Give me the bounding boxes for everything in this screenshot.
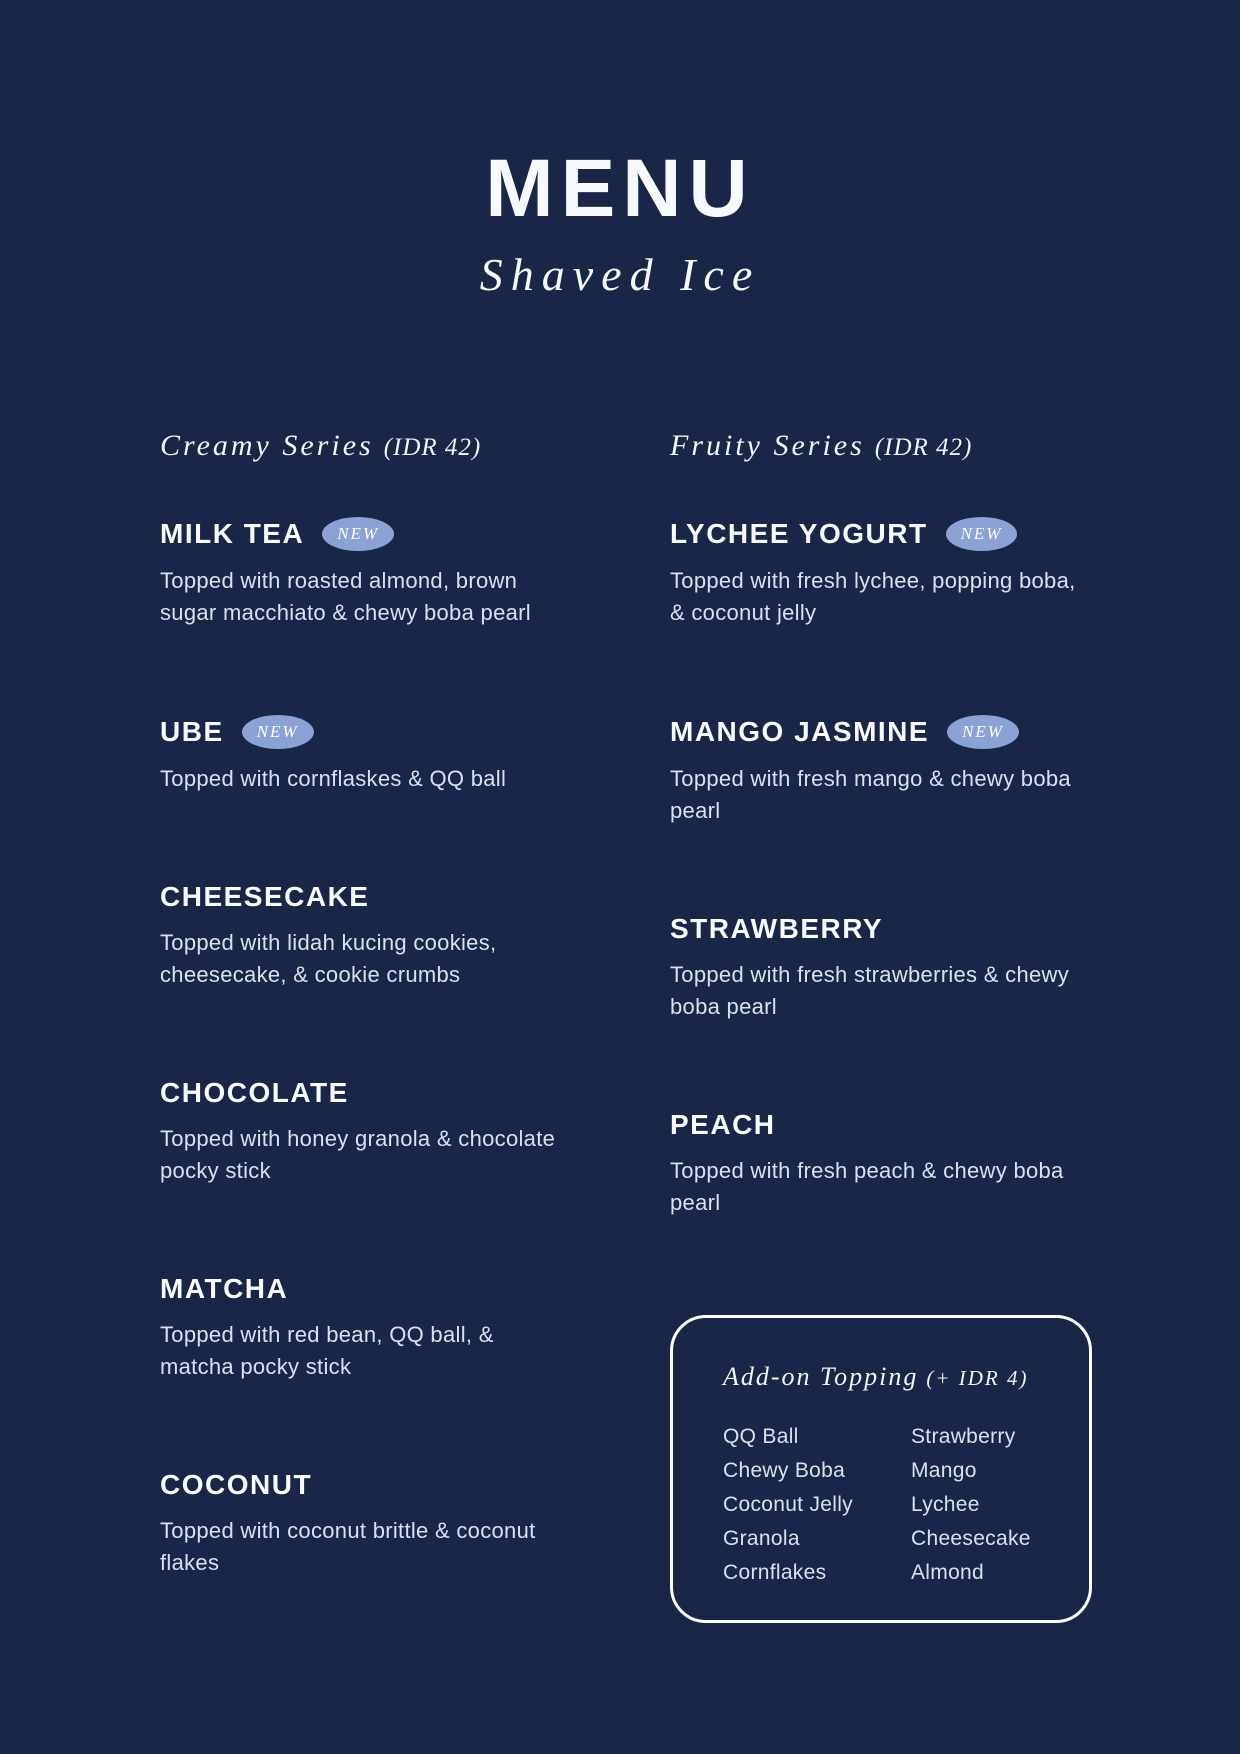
addon-title: Add-on Topping — [723, 1362, 919, 1391]
menu-item-name: MATCHA — [160, 1273, 289, 1304]
menu-header — [0, 0, 1240, 301]
item-title-row — [670, 1109, 1180, 1141]
addon-topping-list-left — [723, 1420, 911, 1590]
item-title-row — [670, 913, 1180, 945]
menu-item-description: Topped with fresh strawberries & chewy boba pearl — [670, 962, 1070, 1019]
menu-item-description: Topped with fresh mango & chewy boba pearl — [670, 766, 1071, 823]
menu-item-strawberry — [670, 913, 1180, 1023]
item-title-row — [160, 715, 670, 749]
menu-item-milk-tea — [160, 517, 670, 629]
menu-item-mango-jasmine — [670, 715, 1180, 827]
addon-topping-box — [670, 1315, 1092, 1623]
menu-item-coconut — [160, 1469, 670, 1579]
addon-topping-list-right — [911, 1420, 1069, 1590]
menu-item-name: LYCHEE YOGURT — [670, 518, 928, 549]
menu-item-name: PEACH — [670, 1109, 776, 1140]
addon-topping: Granola — [723, 1527, 800, 1550]
creamy-series-section — [160, 429, 670, 1665]
series-name: Creamy Series — [160, 429, 374, 462]
fruity-series-header — [670, 429, 1180, 463]
menu-item-cheesecake — [160, 881, 670, 991]
page-subtitle: Shaved Ice — [479, 249, 761, 300]
menu-item-name: MANGO JASMINE — [670, 716, 930, 747]
item-title-row — [160, 1469, 670, 1501]
addon-topping: QQ Ball — [723, 1425, 799, 1448]
series-price: (IDR 42) — [874, 434, 973, 461]
menu-item-description: Topped with fresh lychee, popping boba, & coconut jelly — [670, 568, 1076, 625]
menu-item-chocolate — [160, 1077, 670, 1187]
series-price: (IDR 42) — [383, 434, 482, 461]
item-title-row — [670, 517, 1180, 551]
new-badge: NEW — [946, 517, 1018, 551]
creamy-series-header — [160, 429, 670, 463]
new-badge: NEW — [242, 715, 314, 749]
addon-topping: Chewy Boba — [723, 1459, 846, 1482]
menu-item-description: Topped with fresh peach & chewy boba pearl — [670, 1158, 1064, 1215]
menu-item-name: MILK TEA — [160, 518, 305, 549]
addon-price: (+ IDR 4) — [926, 1366, 1029, 1390]
menu-item-matcha — [160, 1273, 670, 1383]
menu-item-ube — [160, 715, 670, 795]
item-title-row — [670, 715, 1180, 749]
menu-item-name: CHEESECAKE — [160, 881, 370, 912]
menu-item-name: CHOCOLATE — [160, 1077, 349, 1108]
item-title-row — [160, 517, 670, 551]
addon-topping-columns — [723, 1420, 1069, 1590]
fruity-series-section — [670, 429, 1180, 1623]
menu-item-name: UBE — [160, 716, 224, 747]
menu-item-description: Topped with roasted almond, brown sugar macchiato & chewy boba pearl — [160, 568, 531, 625]
menu-item-description: Topped with coconut brittle & coconut flakes — [160, 1518, 536, 1575]
new-badge: NEW — [322, 517, 394, 551]
addon-topping: Mango — [911, 1459, 977, 1482]
addon-topping: Almond — [911, 1561, 985, 1584]
menu-item-peach — [670, 1109, 1180, 1219]
addon-topping: Cornflakes — [723, 1561, 827, 1584]
menu-item-description: Topped with cornflaskes & QQ ball — [160, 766, 507, 791]
item-title-row — [160, 1077, 670, 1109]
menu-item-lychee-yogurt — [670, 517, 1180, 629]
menu-item-name: STRAWBERRY — [670, 913, 884, 944]
addon-topping-header — [723, 1362, 1069, 1392]
addon-topping: Coconut Jelly — [723, 1493, 853, 1516]
series-name: Fruity Series — [670, 429, 865, 462]
addon-topping: Cheesecake — [911, 1527, 1031, 1550]
addon-topping: Lychee — [911, 1493, 980, 1516]
page-title: MENU — [485, 143, 755, 234]
menu-item-description: Topped with lidah kucing cookies, cheesecake, & cookie crumbs — [160, 930, 497, 987]
menu-item-description: Topped with honey granola & chocolate pocky stick — [160, 1126, 556, 1183]
menu-item-name: COCONUT — [160, 1469, 313, 1500]
addon-topping: Strawberry — [911, 1425, 1016, 1448]
item-title-row — [160, 1273, 670, 1305]
menu-columns — [0, 301, 1240, 1665]
new-badge: NEW — [947, 715, 1019, 749]
item-title-row — [160, 881, 670, 913]
menu-item-description: Topped with red bean, QQ ball, & matcha pocky stick — [160, 1322, 494, 1379]
